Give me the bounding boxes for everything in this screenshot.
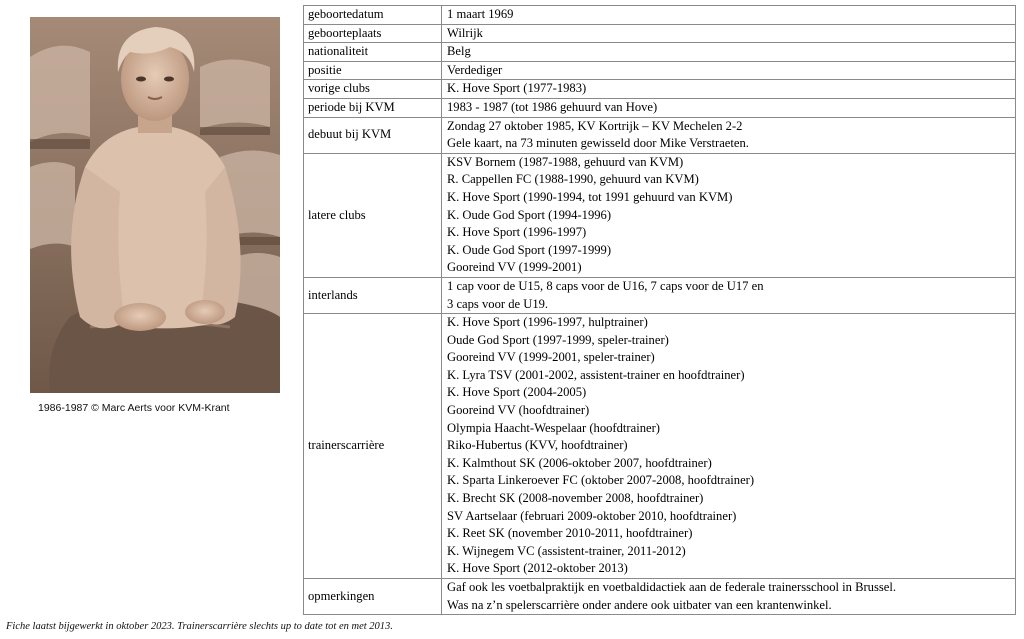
fiche-value-line: Gele kaart, na 73 minuten gewisseld door Mike Verstraeten. bbox=[447, 136, 749, 151]
fiche-row-value bbox=[442, 6, 1016, 25]
fiche-row bbox=[304, 153, 1016, 277]
fiche-row-value bbox=[442, 277, 1016, 313]
fiche-value-line: Riko-Hubertus (KVV, hoofdtrainer) bbox=[447, 438, 628, 453]
fiche-value-line: K. Hove Sport (2012-oktober 2013) bbox=[447, 561, 628, 576]
fiche-value-line: K. Hove Sport (1996-1997, hulptrainer) bbox=[447, 315, 648, 330]
fiche-row-label: geboortedatum bbox=[304, 6, 442, 25]
player-photo-illustration bbox=[30, 17, 280, 393]
fiche-value-line: SV Aartselaar (februari 2009-oktober 2010, hoofdtrainer) bbox=[447, 508, 737, 523]
fiche-row bbox=[304, 43, 1016, 62]
fiche-row-label: opmerkingen bbox=[304, 579, 442, 615]
fiche-row-value bbox=[442, 61, 1016, 80]
fiche-value-line: K. Brecht SK (2008-november 2008, hoofdtrainer) bbox=[447, 491, 704, 506]
fiche-row bbox=[304, 98, 1016, 117]
fiche-row-value bbox=[442, 117, 1016, 153]
fiche-value-line: K. Lyra TSV (2001-2002, assistent-trainer en hoofdtrainer) bbox=[447, 367, 745, 382]
fiche-row bbox=[304, 579, 1016, 615]
fiche-value-line: K. Reet SK (november 2010-2011, hoofdtrainer) bbox=[447, 526, 693, 541]
fiche-value-line: 1983 - 1987 (tot 1986 gehuurd van Hove) bbox=[447, 99, 658, 114]
fiche-row-label: vorige clubs bbox=[304, 80, 442, 99]
fiche-row-value bbox=[442, 80, 1016, 99]
fiche-row-label: interlands bbox=[304, 277, 442, 313]
fiche-row-value bbox=[442, 153, 1016, 277]
fiche-value-line: K. Sparta Linkeroever FC (oktober 2007-2008, hoofdtrainer) bbox=[447, 473, 755, 488]
fiche-value-line: Gooreind VV (hoofdtrainer) bbox=[447, 403, 590, 418]
fiche-value-line: Gaf ook les voetbalpraktijk en voetbaldidactiek aan de federale trainersschool in Brussel. bbox=[447, 580, 897, 594]
fiche-value-line: 3 caps voor de U19. bbox=[447, 296, 549, 311]
fiche-row bbox=[304, 6, 1016, 25]
fiche-row bbox=[304, 117, 1016, 153]
fiche-value-line: K. Hove Sport (1990-1994, tot 1991 gehuurd van KVM) bbox=[447, 189, 733, 204]
fiche-value-line: Wilrijk bbox=[447, 25, 483, 40]
fiche-value-line: 1 maart 1969 bbox=[447, 7, 514, 21]
fiche-value-line: 1 cap voor de U15, 8 caps voor de U16, 7 caps voor de U17 en bbox=[447, 278, 764, 293]
fiche-value-line: K. Hove Sport (1977-1983) bbox=[447, 81, 587, 96]
fiche-value-line: K. Hove Sport (1996-1997) bbox=[447, 225, 587, 240]
photo-column bbox=[0, 0, 300, 615]
fiche-value-line: Verdediger bbox=[447, 62, 503, 77]
fiche-row-label: latere clubs bbox=[304, 153, 442, 277]
fiche-value-line: Was na z’n spelerscarrière onder andere ook uitbater van een krantenwinkel. bbox=[447, 597, 832, 612]
fiche-row-label: periode bij KVM bbox=[304, 98, 442, 117]
fiche-row-label: trainerscarrière bbox=[304, 314, 442, 579]
fiche-row-label: debuut bij KVM bbox=[304, 117, 442, 153]
fiche-value-line: R. Cappellen FC (1988-1990, gehuurd van KVM) bbox=[447, 172, 699, 187]
fiche-value-line: KSV Bornem (1987-1988, gehuurd van KVM) bbox=[447, 154, 684, 169]
fiche-value-line: K. Wijnegem VC (assistent-trainer, 2011-2012) bbox=[447, 543, 686, 558]
fiche-value-line: Gooreind VV (1999-2001) bbox=[447, 260, 582, 275]
fiche-value-line: Oude God Sport (1997-1999, speler-trainer) bbox=[447, 332, 669, 347]
fiche-value-line: Olympia Haacht-Wespelaar (hoofdtrainer) bbox=[447, 420, 660, 435]
fiche-value-line: K. Hove Sport (2004-2005) bbox=[447, 385, 587, 400]
fiche-row-label: positie bbox=[304, 61, 442, 80]
fiche-row-label: geboorteplaats bbox=[304, 24, 442, 43]
fiche-row-value bbox=[442, 43, 1016, 62]
fiche-row-value bbox=[442, 24, 1016, 43]
fiche-row bbox=[304, 61, 1016, 80]
fiche-value-line: Zondag 27 oktober 1985, KV Kortrijk – KV Mechelen 2-2 bbox=[447, 118, 743, 133]
fiche-row bbox=[304, 24, 1016, 43]
fiche-value-line: Belg bbox=[447, 44, 471, 59]
fiche-value-line: K. Kalmthout SK (2006-oktober 2007, hoofdtrainer) bbox=[447, 455, 712, 470]
fiche-row-value bbox=[442, 314, 1016, 579]
fiche-row bbox=[304, 80, 1016, 99]
player-fiche-table bbox=[303, 5, 1016, 615]
footer-note: Fiche laatst bijgewerkt in oktober 2023. Trainerscarrière slechts up to date tot en met 2013. bbox=[6, 621, 393, 632]
fiche-row bbox=[304, 314, 1016, 579]
fiche-value-line: K. Oude God Sport (1997-1999) bbox=[447, 242, 612, 257]
fiche-row bbox=[304, 277, 1016, 313]
fiche-row-value bbox=[442, 579, 1016, 615]
fiche-row-value bbox=[442, 98, 1016, 117]
fiche-row-label: nationaliteit bbox=[304, 43, 442, 62]
fiche-value-line: Gooreind VV (1999-2001, speler-trainer) bbox=[447, 350, 655, 365]
photo-caption: 1986-1987 © Marc Aerts voor KVM-Krant bbox=[38, 402, 230, 414]
fiche-value-line: K. Oude God Sport (1994-1996) bbox=[447, 207, 612, 222]
player-photo bbox=[30, 17, 280, 393]
